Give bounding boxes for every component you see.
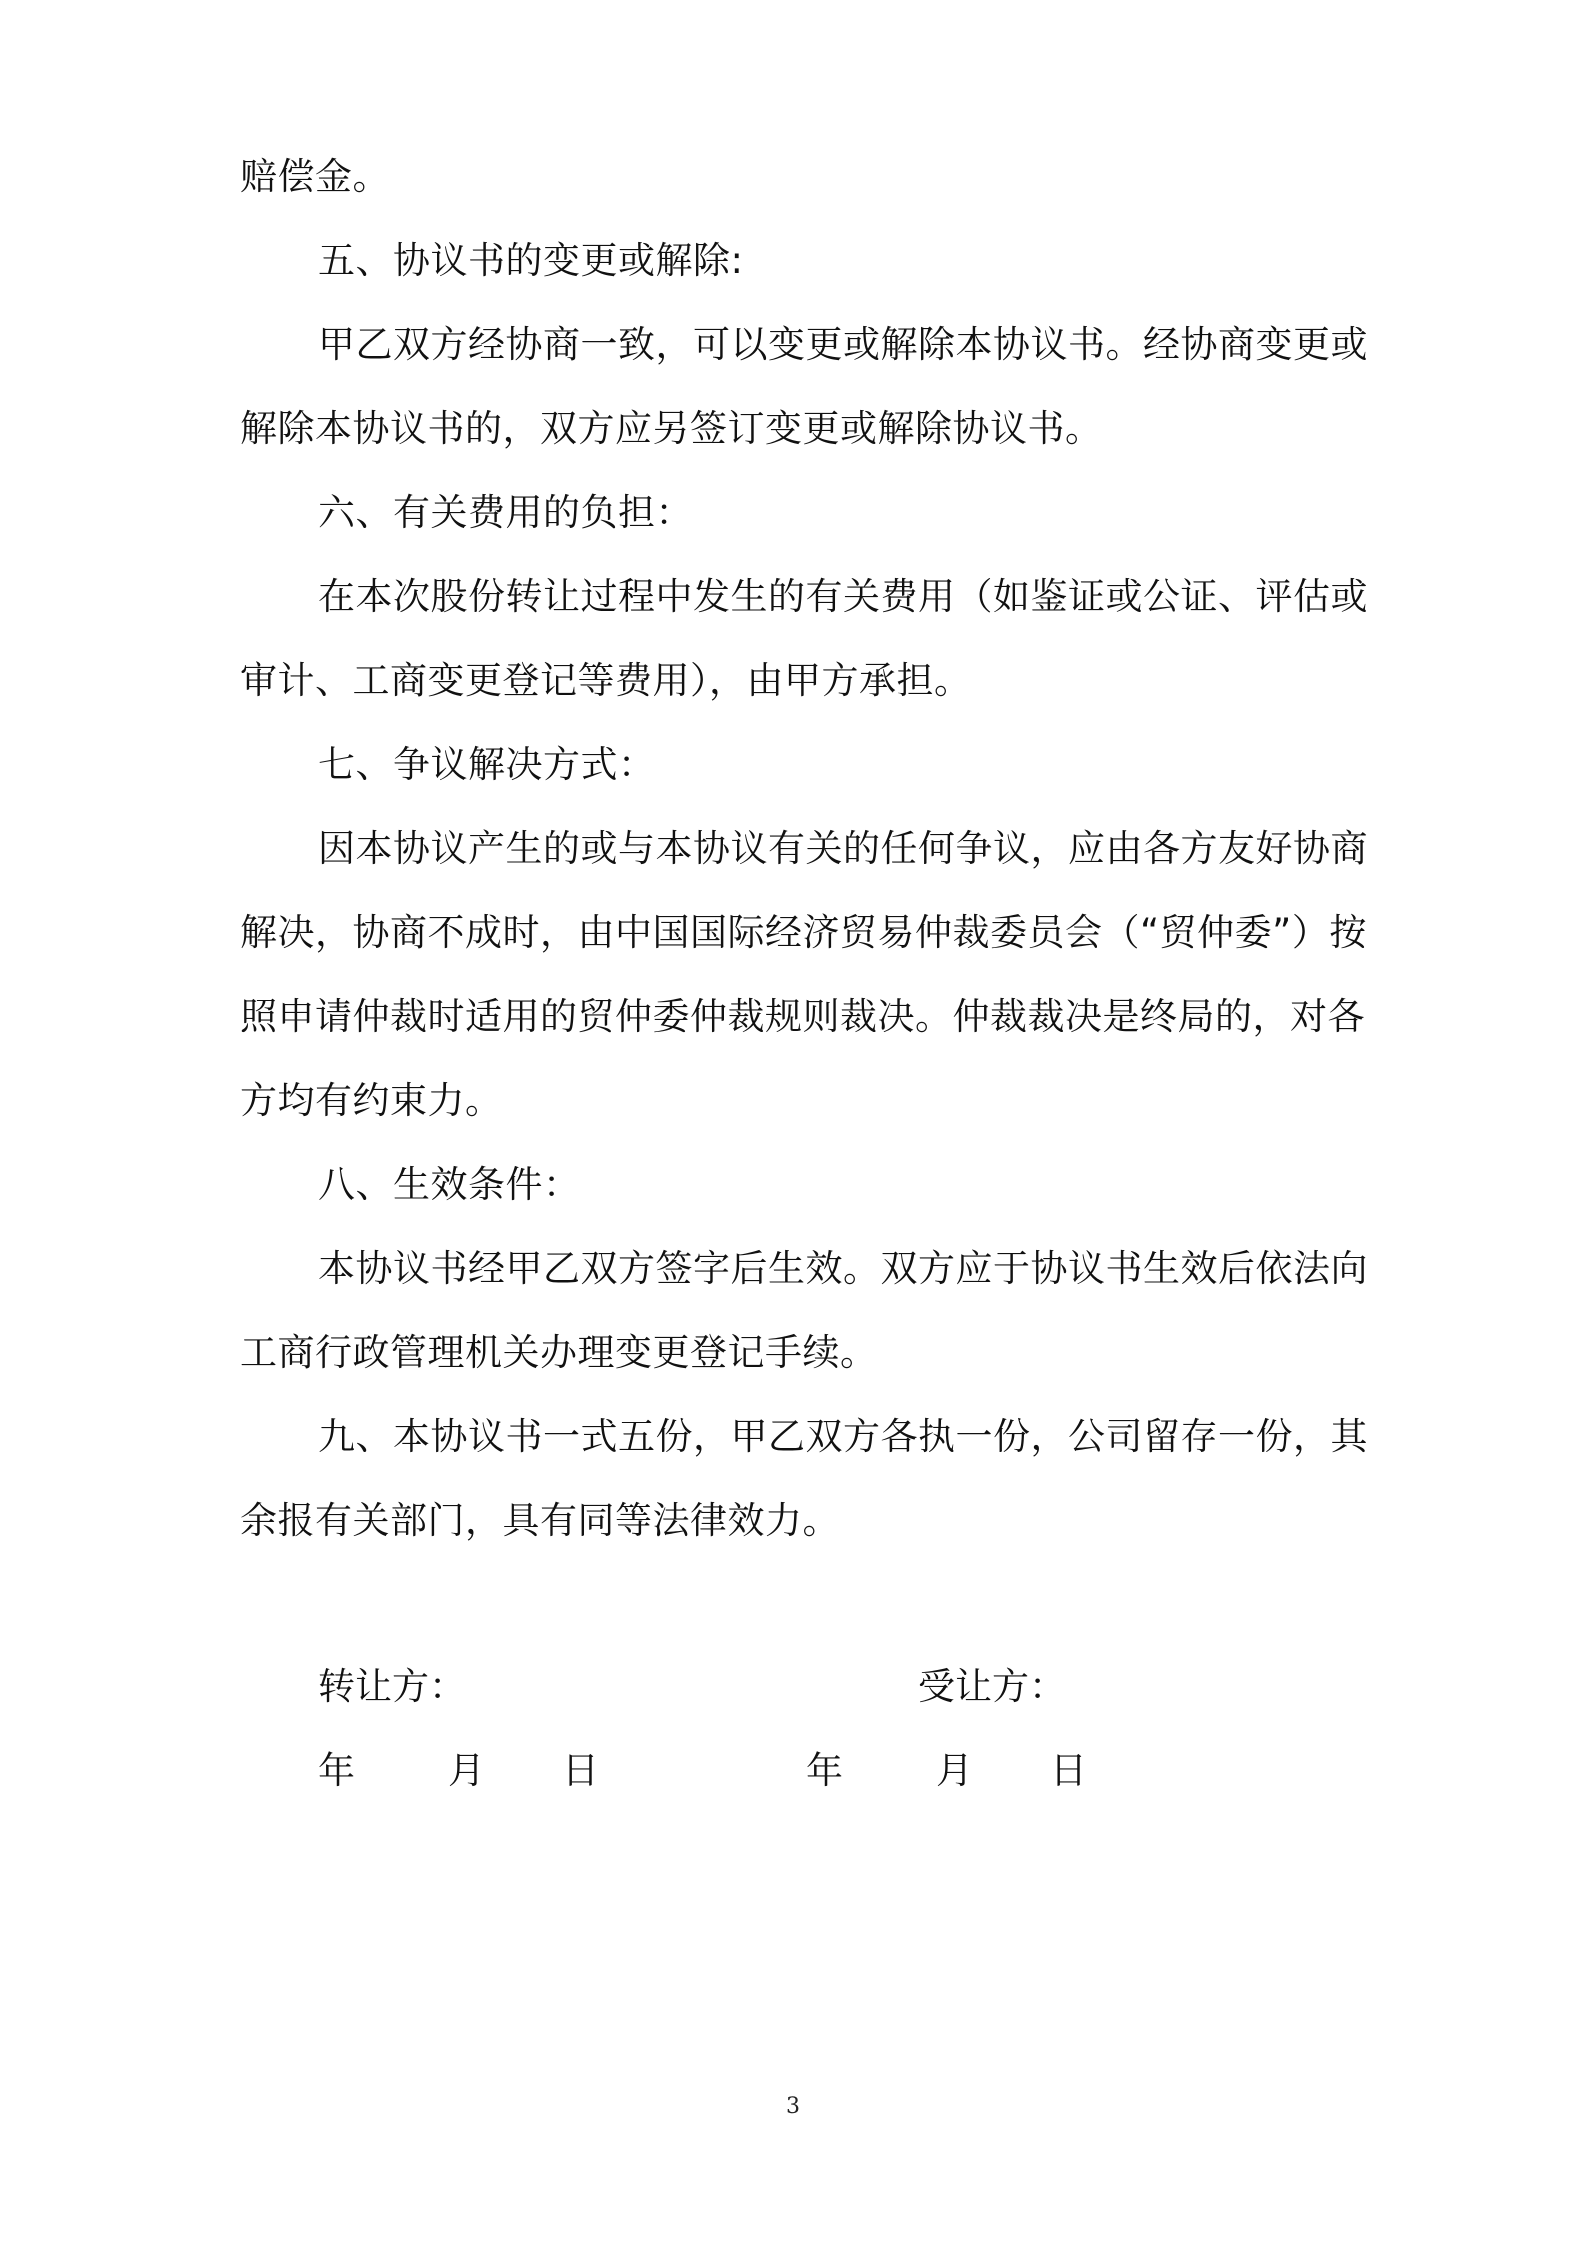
page-number: 3 <box>786 2094 800 2119</box>
date-left-year: 年 <box>318 1749 355 1792</box>
body-line: 解除本协议书的，双方应另签订变更或解除协议书。 <box>240 407 1103 450</box>
date-right-month: 月 <box>936 1749 973 1792</box>
transferee-label: 受让方： <box>918 1665 1066 1708</box>
body-line: 审计、工商变更登记等费用），由甲方承担。 <box>240 659 972 702</box>
section-heading-7: 七、争议解决方式： <box>318 743 656 786</box>
section-heading-5: 五、协议书的变更或解除: <box>318 239 744 282</box>
body-line: 因本协议产生的或与本协议有关的任何争议，应由各方友好协商 <box>318 827 1368 870</box>
section-heading-9: 九、本协议书一式五份，甲乙双方各执一份，公司留存一份，其 <box>318 1415 1368 1458</box>
body-line: 照申请仲裁时适用的贸仲委仲裁规则裁决。仲裁裁决是终局的，对各 <box>240 995 1365 1038</box>
body-line: 余报有关部门，具有同等法律效力。 <box>240 1499 840 1542</box>
date-right-year: 年 <box>806 1749 843 1792</box>
body-line: 本协议书经甲乙双方签字后生效。双方应于协议书生效后依法向 <box>318 1247 1368 1290</box>
body-line: 方均有约束力。 <box>240 1079 503 1122</box>
body-line: 甲乙双方经协商一致，可以变更或解除本协议书。经协商变更或 <box>318 323 1368 366</box>
body-line: 在本次股份转让过程中发生的有关费用（如鉴证或公证、评估或 <box>318 575 1368 618</box>
date-left-day: 日 <box>562 1749 599 1792</box>
body-line: 解决，协商不成时，由中国国际经济贸易仲裁委员会（“贸仲委”）按 <box>240 911 1367 954</box>
date-right-day: 日 <box>1050 1749 1087 1792</box>
section-heading-6: 六、有关费用的负担： <box>318 491 693 534</box>
date-left-month: 月 <box>448 1749 485 1792</box>
transferor-label: 转让方： <box>318 1665 466 1708</box>
section-heading-8: 八、生效条件： <box>318 1163 581 1206</box>
body-line: 工商行政管理机关办理变更登记手续。 <box>240 1331 878 1374</box>
body-line: 赔偿金。 <box>240 155 390 198</box>
